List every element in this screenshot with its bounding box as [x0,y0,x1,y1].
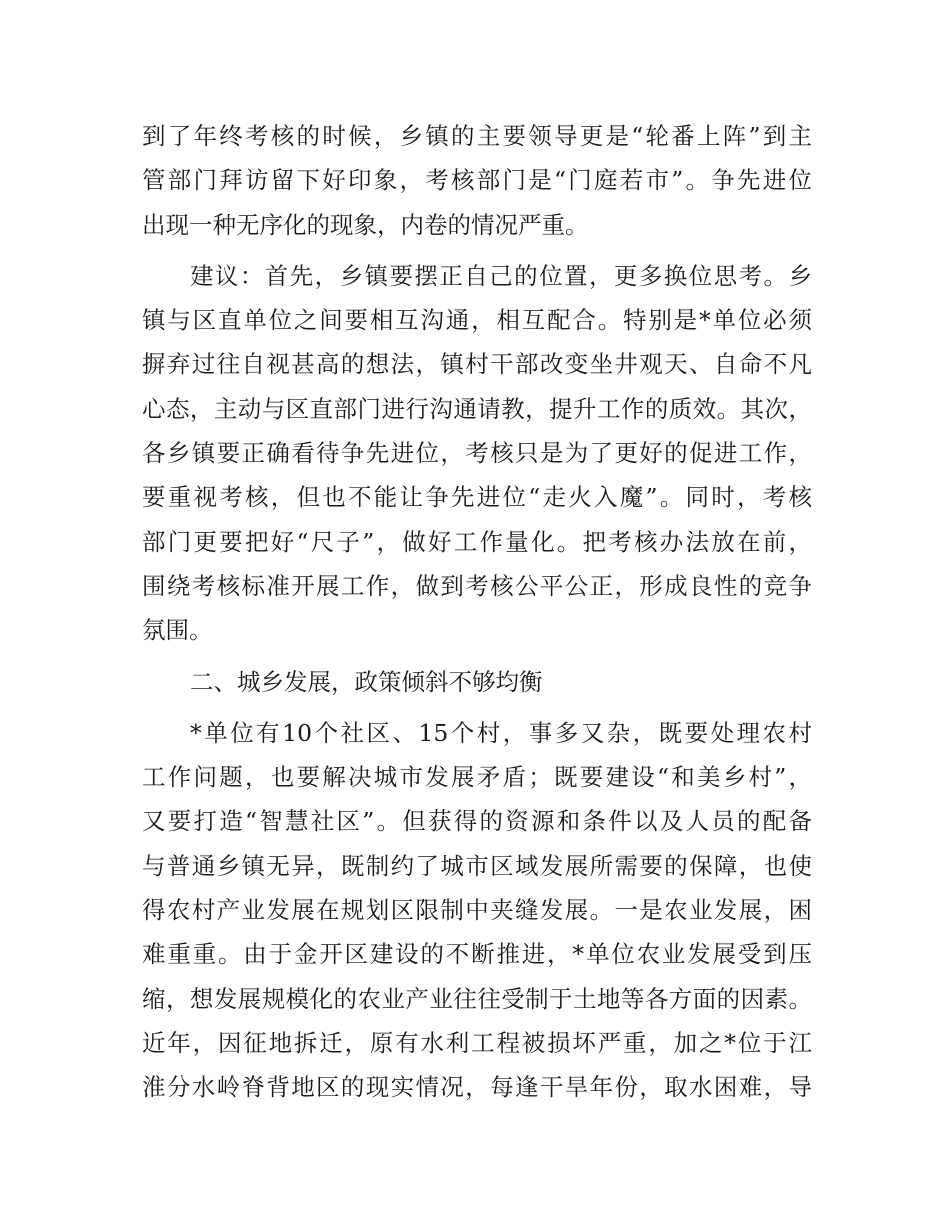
text-line: 镇与区直单位之间要相互沟通，相互配合。特别是*单位必须 [142,306,812,335]
text-line: 各乡镇要正确看待争先进位，考核只是为了更好的促进工作， [142,439,812,468]
text-line: 淮分水岭脊背地区的现实情况，每逢干旱年份，取水困难，导 [142,1073,812,1102]
text-line: 缩，想发展规模化的农业产业往往受制于土地等各方面的因素。 [142,984,812,1013]
text-line: 出现一种无序化的现象，内卷的情况严重。 [142,210,589,239]
text-line: 围绕考核标准开展工作，做到考核公平公正，形成良性的竞争 [142,571,812,600]
document-body [142,114,812,1110]
paragraph-1 [142,114,812,247]
text-line: 管部门拜访留下好印象，考核部门是“门庭若市”。争先进位 [142,166,812,195]
text-line: 到了年终考核的时候，乡镇的主要领导更是“轮番上阵”到主 [142,122,812,150]
text-line: 工作问题，也要解决城市发展矛盾；既要建设“和美乡村”， [142,763,812,792]
text-line: 又要打造“智慧社区”。但获得的资源和条件以及人员的配备 [142,807,812,836]
text-line: 与普通乡镇无异，既制约了城市区域发展所需要的保障，也使 [142,851,812,880]
text-line: 氛围。 [142,616,213,645]
text-line: 建议：首先，乡镇要摆正自己的位置，更多换位思考。乡 [190,261,812,290]
text-line: 难重重。由于金开区建设的不断推进，*单位农业发展受到压 [142,940,812,969]
paragraph-2 [142,254,812,653]
paragraph-3 [142,711,812,1110]
section-heading [142,660,812,704]
text-line: 要重视考核，但也不能让争先进位“走火入魔”。同时，考核 [142,483,812,512]
section-heading-text: 二、城乡发展，政策倾斜不够均衡 [190,667,543,696]
text-line: 部门更要把好“尺子”，做好工作量化。把考核办法放在前， [142,527,812,556]
text-line: 心态，主动与区直部门进行沟通请教，提升工作的质效。其次， [142,394,812,423]
text-line: 得农村产业发展在规划区限制中夹缝发展。一是农业发展，困 [142,896,812,925]
text-line: 近年，因征地拆迁，原有水利工程被损坏严重，加之*位于江 [142,1028,812,1057]
text-line: 摒弃过往自视甚高的想法，镇村干部改变坐井观天、自命不凡 [142,350,812,379]
text-line: *单位有10个社区、15个村，事多又杂，既要处理农村 [190,718,812,747]
